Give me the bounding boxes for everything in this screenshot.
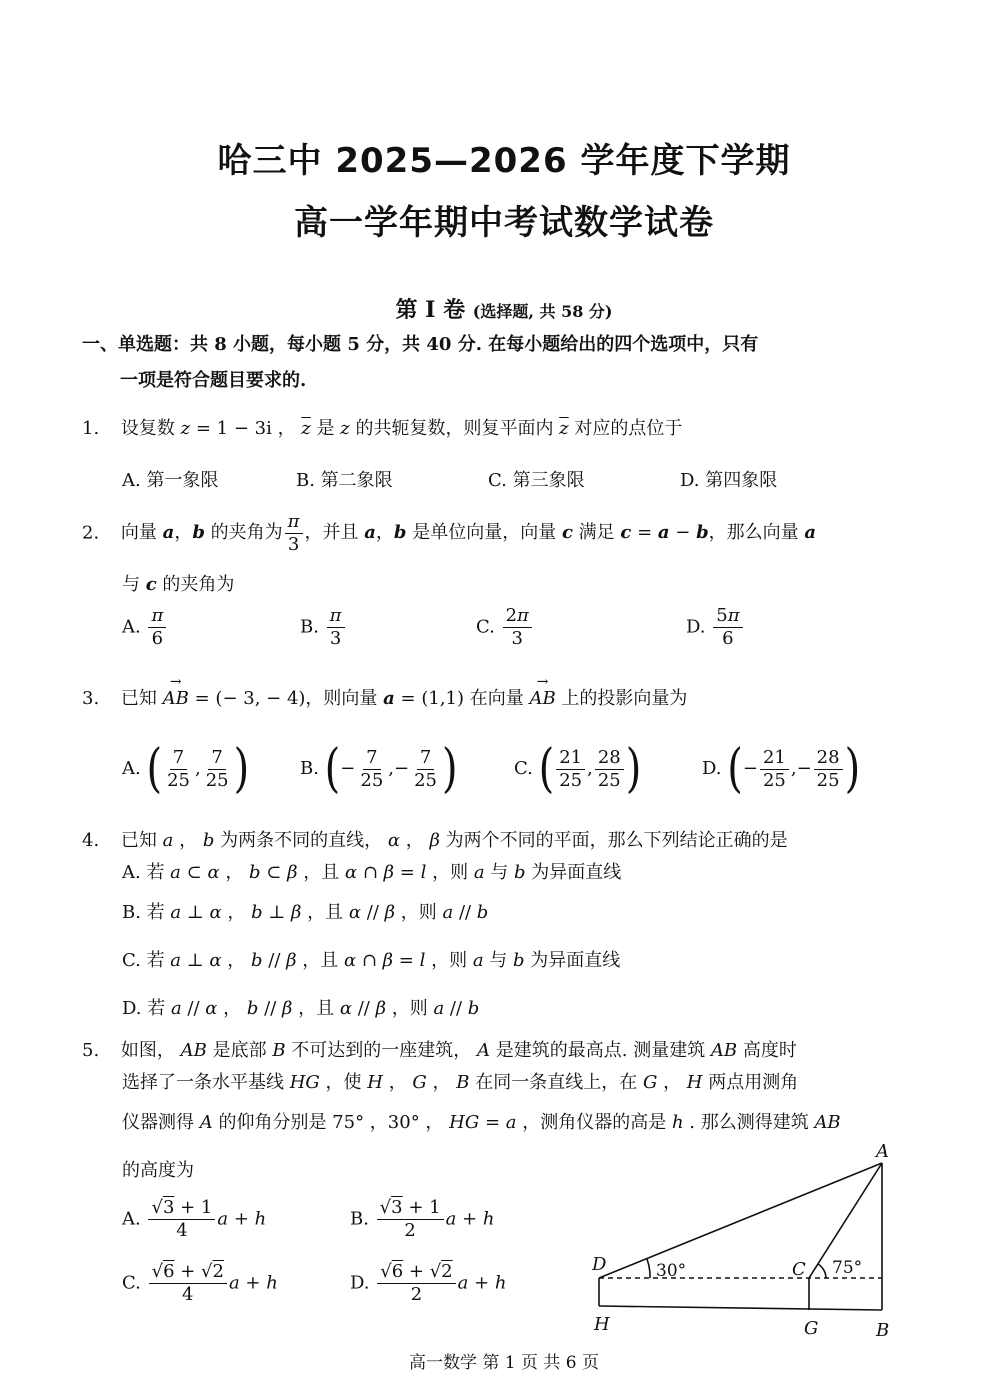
q5-option-c[interactable]: C. $\frac{√6 + √2}{4}$ a + h (122, 1261, 278, 1305)
question-1: 1. 设复数 z = 1 − 3i ， $\overline{z}$ 是 z 的共轭复数，则复平面内 $\overline{z}$ 对应的点位于 (82, 418, 683, 439)
geometry-figure (570, 1130, 910, 1345)
exam-title-line2: 高一学年期中考试数学试卷 (294, 203, 714, 243)
question-2-number: 2. (82, 522, 100, 544)
label-B: B (876, 1320, 890, 1341)
label-C: C (792, 1259, 806, 1280)
q1-option-c[interactable]: C. 第三象限 (488, 470, 585, 491)
question-5-line2: 选择了一条水平基线 HG ，使 H ， G ， B 在同一条直线上，在 G ， H 两点用测角 (122, 1072, 799, 1093)
question-5-line4: 的高度为 (122, 1160, 194, 1181)
q4-option-a[interactable]: A. 若 a ⊂ α ， b ⊂ β ，且 α ∩ β = l ，则 a 与 b 为异面直线 (122, 862, 622, 883)
q3-option-c[interactable]: C. ( $\frac{21}{25}$ , $\frac{28}{25}$ ) (514, 739, 642, 799)
angle-label-75: 75° (832, 1258, 863, 1278)
angle-label-30: 30° (656, 1261, 687, 1281)
q5-option-d[interactable]: D. $\frac{√6 + √2}{2}$ a + h (350, 1261, 507, 1305)
line-HB (599, 1306, 882, 1310)
angle-arc-75 (818, 1264, 826, 1278)
question-2: 2. 向量 a，b 的夹角为 $\frac{\pi}{3}$ ，并且 a，b 是单位向量，向量 c 满足 c = a − b，那么向量 a (82, 511, 817, 555)
q1-option-a[interactable]: A. 第一象限 (122, 470, 219, 491)
section-heading (0, 293, 1008, 324)
q3-option-a[interactable]: A. ( $\frac{7}{25}$ , $\frac{7}{25}$ ) (122, 739, 250, 799)
instruction-line2: 一项是符合题目要求的. (120, 370, 307, 391)
question-5-line3: 仪器测得 A 的仰角分别是 75° ，30° ， HG = a ，测角仪器的高是 h . 那么测得建筑 AB (122, 1112, 841, 1133)
section-label: 第 I 卷 (395, 297, 466, 323)
q2-option-d[interactable]: D. $\frac{5\pi}{6}$ (686, 606, 745, 649)
question-3: 3. 已知 → AB = (− 3, − 4)，则向量 a = (1,1) 在向量 → AB 上的投影向量为 (82, 684, 687, 710)
q4-option-d[interactable]: D. 若 a // α ， b // β ，且 α // β ，则 a // b (122, 998, 480, 1019)
q3-option-d[interactable]: D. (− $\frac{21}{25}$ ,− $\frac{28}{25}$ ) (702, 739, 861, 799)
q3-option-b[interactable]: B. (− $\frac{7}{25}$ ,− $\frac{7}{25}$ ) (300, 739, 458, 799)
angle-arc-30 (647, 1259, 650, 1278)
label-G: G (804, 1318, 819, 1339)
q4-option-b[interactable]: B. 若 a ⊥ α ， b ⊥ β ，且 α // β ，则 a // b (122, 902, 489, 923)
q2-option-c[interactable]: C. $\frac{2\pi}{3}$ (476, 606, 534, 649)
q2-option-a[interactable]: A. $\frac{\pi}{6}$ (122, 606, 168, 649)
question-1-number: 1. (82, 418, 100, 439)
q5-option-b[interactable]: B. $\frac{√3 + 1}{2}$ a + h (350, 1197, 495, 1241)
question-2-cont: 与 c 的夹角为 (122, 574, 235, 595)
question-4-number: 4. (82, 830, 100, 851)
q5-option-a[interactable]: A. $\frac{√3 + 1}{4}$ a + h (122, 1197, 267, 1241)
q4-option-c[interactable]: C. 若 a ⊥ α ， b // β ，且 α ∩ β = l ，则 a 与 b 为异面直线 (122, 950, 621, 971)
question-4: 4. 已知 a ， b 为两条不同的直线， α ， β 为两个不同的平面，那么下列结论正确的是 (82, 830, 788, 851)
page-footer: 高一数学 第 1 页 共 6 页 (408, 1353, 600, 1373)
q1-option-d[interactable]: D. 第四象限 (680, 470, 778, 491)
label-D: D (592, 1254, 607, 1275)
question-5-number: 5. (82, 1040, 100, 1061)
q2-option-b[interactable]: B. $\frac{\pi}{3}$ (300, 606, 347, 649)
q1-option-b[interactable]: B. 第二象限 (296, 470, 393, 491)
label-A: A (876, 1141, 889, 1162)
question-5: 5. 如图， AB 是底部 B 不可达到的一座建筑， A 是建筑的最高点. 测量建筑 AB 高度时 (82, 1040, 797, 1061)
section-note: (选择题, 共 58 分) (472, 302, 613, 321)
label-H: H (594, 1314, 610, 1335)
question-3-number: 3. (82, 688, 100, 709)
instruction-line1: 一、单选题：共 8 小题，每小题 5 分，共 40 分. 在每小题给出的四个选项中，只有 (82, 334, 759, 355)
exam-title-line1: 哈三中 2025—2026 学年度下学期 (217, 141, 791, 181)
